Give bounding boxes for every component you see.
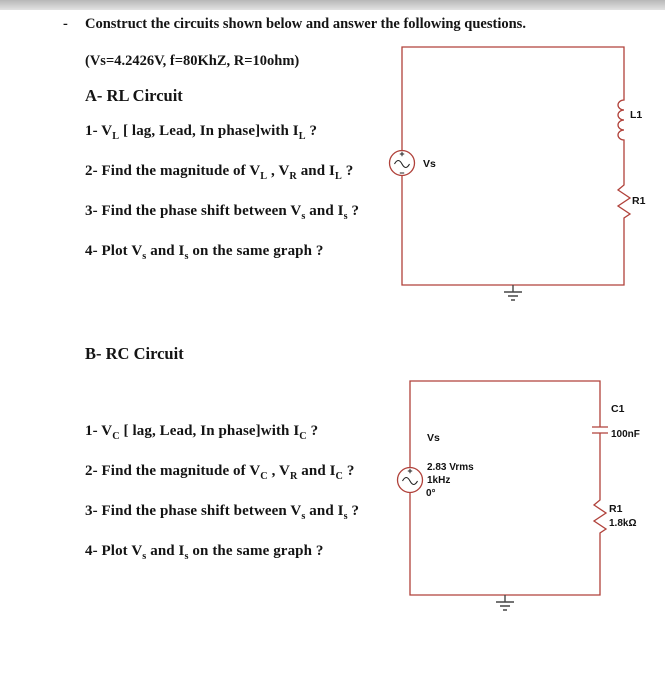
- section-a-heading: A- RL Circuit: [85, 86, 183, 105]
- question-a3: 3- Find the phase shift between $V_s$ and $I_s$ ?: [85, 203, 360, 222]
- question-a2: 2- Find the magnitude of $V_L$ , $V_R$ and $I_L$ ?: [85, 163, 354, 182]
- source-voltage-value: 2.83 Vrms: [427, 462, 474, 473]
- inductor-label: L1: [630, 109, 643, 121]
- parameters-text: (Vs=4.2426V, f=80KhZ, R=10ohm): [85, 53, 300, 69]
- rl-circuit-diagram: [380, 40, 665, 310]
- resistor-value: 1.8kΩ: [609, 518, 637, 529]
- source-label: Vs: [423, 158, 436, 170]
- instruction-text: Construct the circuits shown below and answer the following questions.: [85, 16, 526, 32]
- question-b4: 4- Plot $V_s$ and $I_s$ on the same graph ?: [85, 543, 324, 562]
- rc-circuit-diagram: [390, 375, 665, 625]
- capacitor-label: C1: [611, 403, 625, 415]
- ac-source-plus-icon: [400, 152, 404, 156]
- ac-source-wave-icon: [403, 478, 418, 485]
- source-phase-value: 0°: [426, 488, 436, 499]
- question-a1: 1- $V_L$ [ lag, Lead, In phase]with $I_L$ ?: [85, 123, 318, 142]
- ground-icon: [496, 595, 514, 610]
- source-frequency-value: 1kHz: [427, 475, 451, 486]
- section-b-heading: B- RC Circuit: [85, 344, 184, 363]
- source-label: Vs: [427, 432, 440, 444]
- resistor-label: R1: [609, 503, 623, 515]
- ac-source-wave-icon: [395, 161, 410, 168]
- resistor-label: R1: [632, 195, 646, 207]
- capacitor-value: 100nF: [611, 429, 640, 440]
- ground-icon: [504, 285, 522, 300]
- question-b3: 3- Find the phase shift between $V_s$ and $I_s$ ?: [85, 503, 360, 522]
- circuit-b-wires: [410, 381, 608, 595]
- circuit-a-wires: [402, 47, 630, 285]
- question-a4: 4- Plot $V_s$ and $I_s$ on the same graph ?: [85, 243, 324, 262]
- screenshot-top-strip: [0, 0, 665, 10]
- question-b1: 1- $V_C$ [ lag, Lead, In phase]with $I_C$ ?: [85, 423, 319, 442]
- question-b2: 2- Find the magnitude of $V_C$ , $V_R$ and $I_C$ ?: [85, 463, 355, 482]
- ac-source-plus-icon: [408, 469, 412, 473]
- bullet-dash: -: [63, 16, 68, 32]
